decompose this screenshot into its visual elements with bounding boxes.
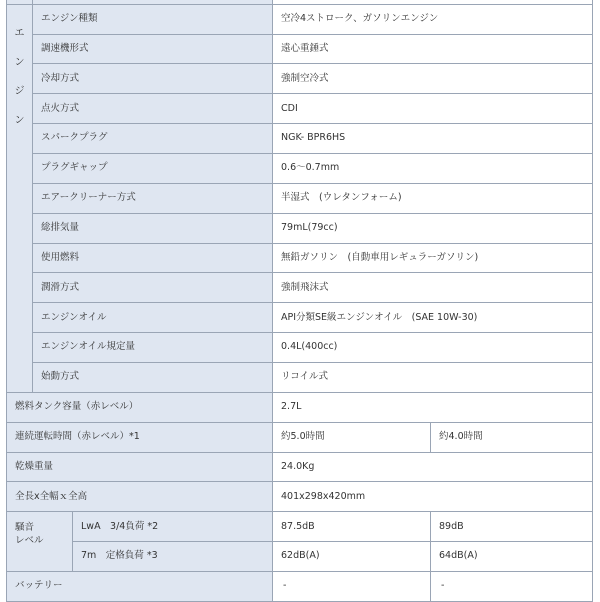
row-label: 使用燃料: [33, 243, 273, 273]
noise-row-value-a: 87.5dB: [273, 512, 431, 542]
table-row-engine: [7, 154, 593, 184]
table-row-engine: [7, 4, 593, 34]
row-value: 79mL(79cc): [273, 213, 593, 243]
row-label: エアークリーナー方式: [33, 183, 273, 213]
row-value: API分類SE級エンジンオイル (SAE 10W-30): [273, 303, 593, 333]
row-value: 0.6～0.7mm: [273, 154, 593, 184]
table-row-engine: [7, 243, 593, 273]
table-row-noise: [7, 542, 593, 572]
table-row-engine: [7, 363, 593, 393]
dry-weight-value: 24.0Kg: [273, 452, 593, 482]
dimensions-value: 401x298x420mm: [273, 482, 593, 512]
table-row-engine: [7, 34, 593, 64]
row-label: 調速機形式: [33, 34, 273, 64]
row-label: エンジンオイル規定量: [33, 333, 273, 363]
engine-group-text: エンジン: [14, 27, 25, 126]
dimensions-label: 全長x全幅ｘ全高: [7, 482, 273, 512]
table-row-fuel-tank: [7, 392, 593, 422]
row-value: 遠心重錘式: [273, 34, 593, 64]
battery-value-b: -: [431, 572, 593, 602]
row-label: 潤滑方式: [33, 273, 273, 303]
noise-level-label: 騒音 レベル: [7, 512, 73, 572]
continuous-run-value-a: 約5.0時間: [273, 422, 431, 452]
battery-value-a: -: [273, 572, 431, 602]
row-value: 空冷4ストローク、ガソリンエンジン: [273, 4, 593, 34]
noise-row-value-b: 64dB(A): [431, 542, 593, 572]
table-row-noise: [7, 512, 593, 542]
table-row-dry-weight: [7, 452, 593, 482]
row-value: CDI: [273, 94, 593, 124]
noise-row-value-b: 89dB: [431, 512, 593, 542]
table-row-engine: [7, 273, 593, 303]
continuous-run-value-b: 約4.0時間: [431, 422, 593, 452]
row-value: 強制空冷式: [273, 64, 593, 94]
row-label: 総排気量: [33, 213, 273, 243]
table-row-engine: [7, 94, 593, 124]
row-label: 点火方式: [33, 94, 273, 124]
table-row-engine: [7, 303, 593, 333]
row-value: リコイル式: [273, 363, 593, 393]
table-row-continuous-run: [7, 422, 593, 452]
row-label: エンジン種類: [33, 4, 273, 34]
row-value: NGK- BPR6HS: [273, 124, 593, 154]
row-label: 始動方式: [33, 363, 273, 393]
table-row-dimensions: [7, 482, 593, 512]
table-row-engine: [7, 333, 593, 363]
table-row-engine: [7, 183, 593, 213]
row-value: 0.4L(400cc): [273, 333, 593, 363]
fuel-tank-label: 燃料タンク容量（赤レベル）: [7, 392, 273, 422]
spec-table: [6, 0, 593, 602]
engine-group-label: [7, 4, 33, 392]
table-row-engine: [7, 124, 593, 154]
fuel-tank-value: 2.7L: [273, 392, 593, 422]
row-value: 強制飛沫式: [273, 273, 593, 303]
noise-row-label: 7m 定格負荷 *3: [73, 542, 273, 572]
row-label: プラグギャップ: [33, 154, 273, 184]
row-label: エンジンオイル: [33, 303, 273, 333]
table-row-battery: [7, 572, 593, 602]
noise-row-value-a: 62dB(A): [273, 542, 431, 572]
row-value: 無鉛ガソリン (自動車用レギュラーガソリン): [273, 243, 593, 273]
table-row-engine: [7, 213, 593, 243]
table-row-engine: [7, 64, 593, 94]
row-label: 冷却方式: [33, 64, 273, 94]
continuous-run-label: 連続運転時間（赤レベル）*1: [7, 422, 273, 452]
row-value: 半湿式 (ウレタンフォーム): [273, 183, 593, 213]
battery-label: バッテリー: [7, 572, 273, 602]
row-label: スパークプラグ: [33, 124, 273, 154]
noise-row-label: LwA 3/4負荷 *2: [73, 512, 273, 542]
dry-weight-label: 乾燥重量: [7, 452, 273, 482]
